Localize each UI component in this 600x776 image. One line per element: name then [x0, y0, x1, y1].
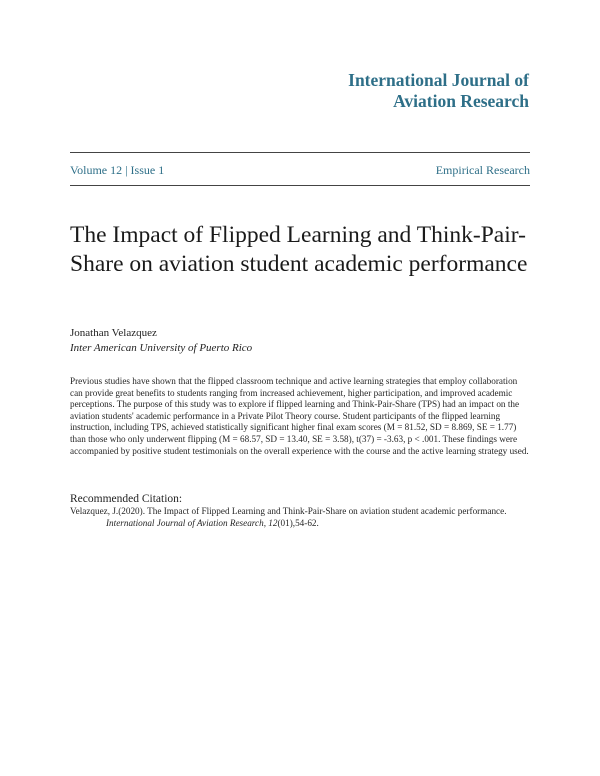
volume-label: Volume 12 [70, 163, 123, 177]
top-divider [70, 152, 530, 153]
volume-issue [70, 163, 164, 177]
journal-name-line-1: International Journal of [348, 70, 529, 90]
citation-journal: International Journal of Aviation Research, 12 [106, 517, 278, 528]
bottom-divider [70, 185, 530, 186]
article-type: Empirical Research [435, 163, 530, 177]
issue-label: Issue 1 [130, 163, 165, 177]
author-affiliation: Inter American University of Puerto Rico [70, 342, 253, 354]
volume-separator: | [122, 163, 131, 177]
journal-name-line-2: Aviation Research [393, 91, 529, 111]
citation-authors: Velazquez, J.(2020). The Impact of Flipped Learning and Think-Pair-Share on aviation student academic performance. [70, 506, 507, 516]
citation-issue-pages: (01),54-62. [277, 517, 319, 528]
journal-name [348, 70, 529, 112]
issue-info-row [70, 163, 530, 177]
author-name: Jonathan Velazquez [70, 327, 157, 339]
recommended-citation [70, 506, 546, 529]
article-title: The Impact of Flipped Learning and Think-Pair-Share on aviation student academic performance [70, 222, 528, 277]
abstract: Previous studies have shown that the flipped classroom technique and active learning strategies that employ collaboration can provide great benefits to students ranging from increased achievement, higher participation, and improved academic perceptions. The purpose of this study was to explore if flipped learning and Think-Pair-Share (TPS) had an impact on the aviation students' academic performance in a Private Pilot Theory course. Student participants of the flipped learning instruction, including TPS, achieved statistically significant higher final exam scores (M = 81.52, SD = 8.869, SE = 1.77) than those who only underwent flipping (M = 68.57, SD = 13.40, SE = 3.58), t(37) = -3.63, p < .001. These findings were accompanied by positive student testimonials on the overall experience with the course and the active learning strategy used. [70, 376, 529, 456]
citation-heading: Recommended Citation: [70, 493, 183, 505]
